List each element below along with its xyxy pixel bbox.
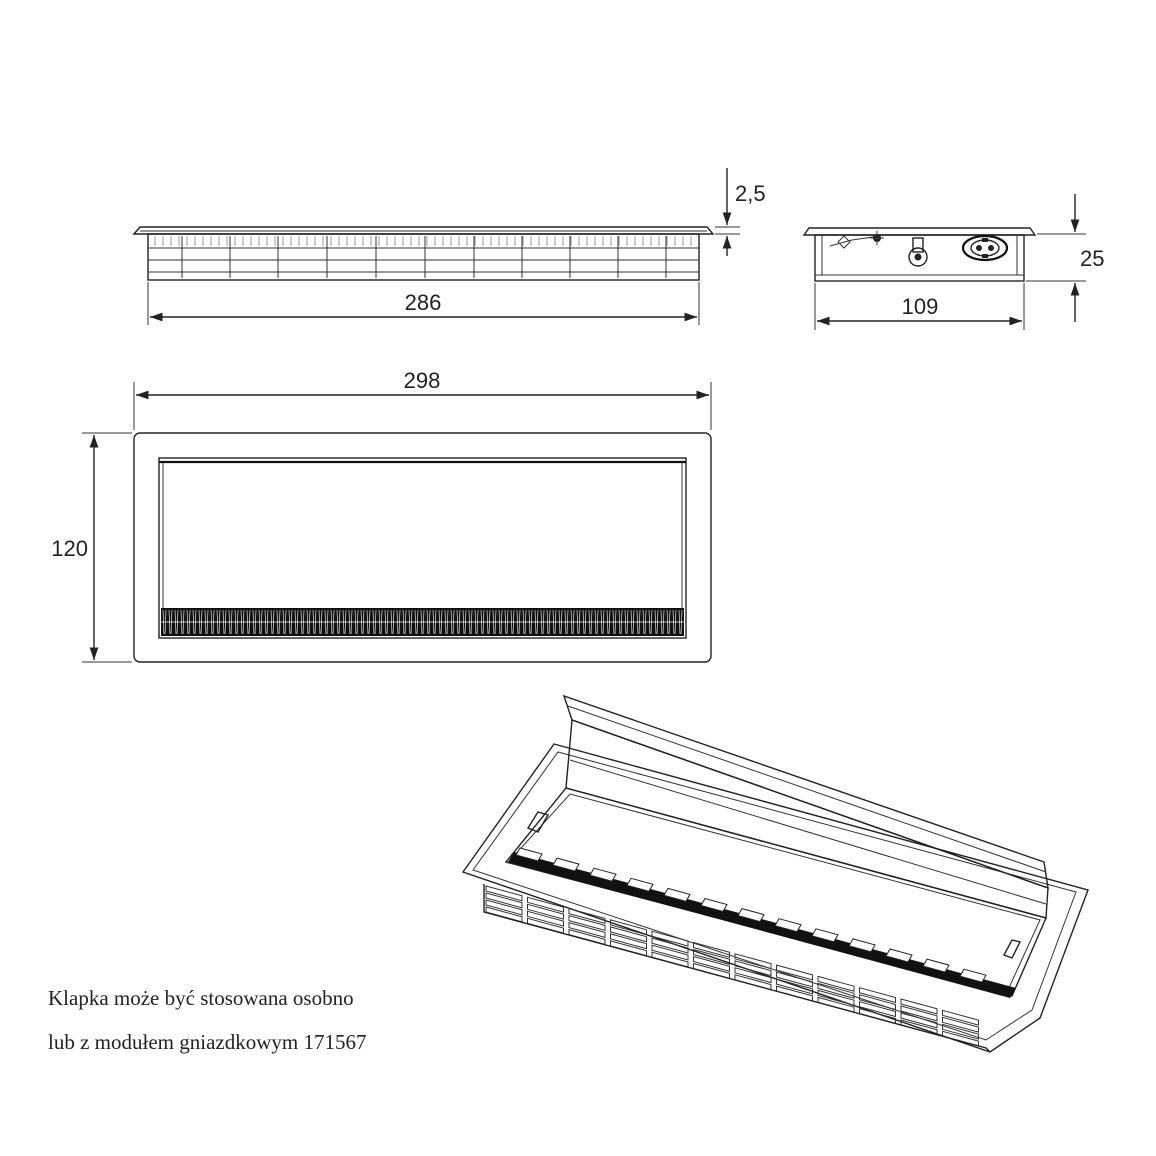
dim-outer-length-label: 298 [403, 368, 441, 393]
dim-height-label: 25 [1080, 246, 1105, 271]
dim-inner-length-label: 286 [404, 290, 442, 315]
dim-outer-width [51, 433, 132, 662]
dim-height [1026, 194, 1104, 322]
knob-icon [909, 238, 927, 266]
dim-outer-length [134, 368, 711, 430]
dim-inner-width-label: 109 [901, 294, 939, 319]
hinge-detail [830, 231, 884, 248]
side-elevation-view [804, 194, 1104, 330]
side-flange [804, 228, 1035, 235]
front-body [148, 234, 699, 280]
dim-inner-length [148, 282, 699, 325]
dim-inner-width [815, 283, 1024, 330]
front-elevation-view [134, 168, 766, 325]
socket-icon [963, 236, 1007, 260]
dim-outer-width-label: 120 [51, 536, 88, 561]
plan-view [51, 368, 711, 662]
dim-flap-thickness [715, 168, 766, 256]
note-line-2: lub z modułem gniazdkowym 171567 [48, 1030, 367, 1054]
dim-flap-thickness-label: 2,5 [735, 181, 766, 206]
brush-strip [161, 608, 684, 636]
isometric-view [463, 696, 1088, 1052]
note-line-1: Klapka może być stosowana osobno [48, 986, 354, 1010]
